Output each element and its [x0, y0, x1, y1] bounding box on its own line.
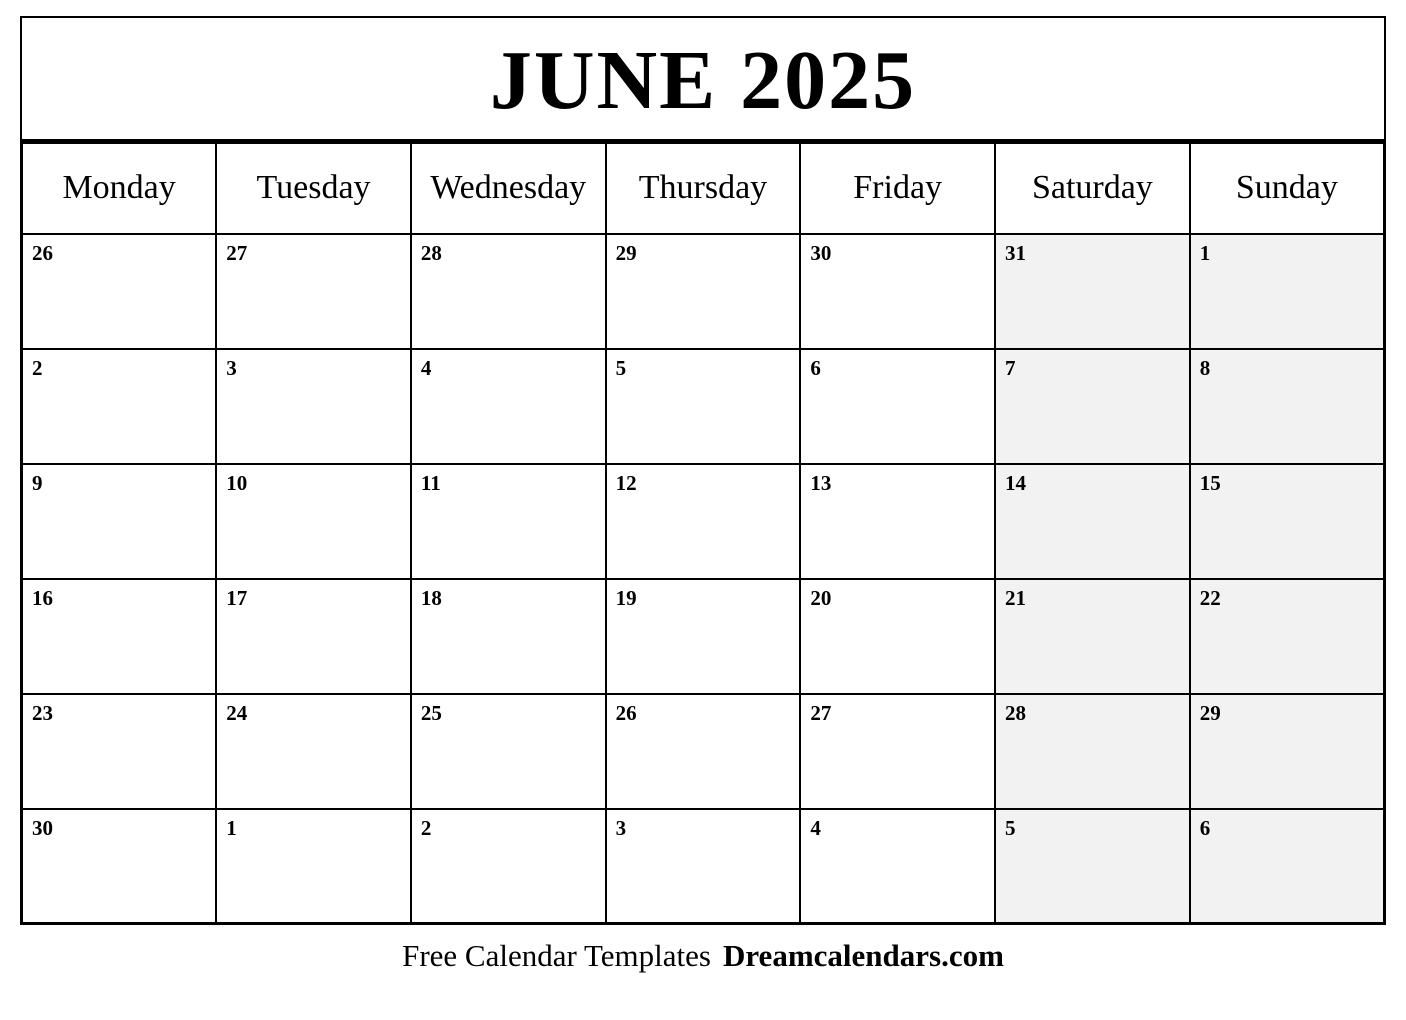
- weekday-header-monday: Monday: [22, 143, 217, 234]
- day-cell: 31: [995, 234, 1190, 349]
- weekday-header-sunday: Sunday: [1190, 143, 1385, 234]
- day-cell: 20: [800, 579, 995, 694]
- day-cell: 9: [22, 464, 217, 579]
- day-cell: 28: [995, 694, 1190, 809]
- weekday-header-friday: Friday: [800, 143, 995, 234]
- day-cell: 29: [606, 234, 801, 349]
- calendar-title: JUNE 2025: [489, 33, 917, 127]
- day-cell: 3: [216, 349, 411, 464]
- day-cell: 22: [1190, 579, 1385, 694]
- day-cell: 17: [216, 579, 411, 694]
- footer-brand: Dreamcalendars.com: [722, 938, 1004, 973]
- day-cell: 2: [411, 809, 606, 924]
- week-row-1: [22, 234, 1385, 349]
- day-cell: 18: [411, 579, 606, 694]
- weekday-header-saturday: Saturday: [995, 143, 1190, 234]
- week-row-6: [22, 809, 1385, 924]
- day-cell: 6: [800, 349, 995, 464]
- day-cell: 30: [22, 809, 217, 924]
- footer: [0, 938, 1406, 974]
- day-cell: 8: [1190, 349, 1385, 464]
- weekday-header-thursday: Thursday: [606, 143, 801, 234]
- week-row-2: [22, 349, 1385, 464]
- weekday-header-tuesday: Tuesday: [216, 143, 411, 234]
- week-row-5: [22, 694, 1385, 809]
- week-row-3: [22, 464, 1385, 579]
- day-cell: 25: [411, 694, 606, 809]
- weekday-header-wednesday: Wednesday: [411, 143, 606, 234]
- day-cell: 7: [995, 349, 1190, 464]
- day-cell: 21: [995, 579, 1190, 694]
- day-cell: 23: [22, 694, 217, 809]
- day-cell: 28: [411, 234, 606, 349]
- day-cell: 6: [1190, 809, 1385, 924]
- day-cell: 2: [22, 349, 217, 464]
- day-cell: 10: [216, 464, 411, 579]
- day-cell: 5: [995, 809, 1190, 924]
- day-cell: 27: [800, 694, 995, 809]
- day-cell: 1: [1190, 234, 1385, 349]
- footer-text: Free Calendar Templates: [402, 938, 711, 973]
- week-row-4: [22, 579, 1385, 694]
- day-cell: 13: [800, 464, 995, 579]
- day-cell: 30: [800, 234, 995, 349]
- day-cell: 5: [606, 349, 801, 464]
- day-cell: 11: [411, 464, 606, 579]
- day-cell: 14: [995, 464, 1190, 579]
- day-cell: 4: [800, 809, 995, 924]
- day-cell: 1: [216, 809, 411, 924]
- day-cell: 15: [1190, 464, 1385, 579]
- calendar-title-box: [20, 16, 1386, 141]
- day-cell: 12: [606, 464, 801, 579]
- day-cell: 27: [216, 234, 411, 349]
- day-cell: 24: [216, 694, 411, 809]
- day-cell: 19: [606, 579, 801, 694]
- day-cell: 3: [606, 809, 801, 924]
- day-cell: 26: [22, 234, 217, 349]
- day-cell: 26: [606, 694, 801, 809]
- day-cell: 29: [1190, 694, 1385, 809]
- day-cell: 16: [22, 579, 217, 694]
- calendar-grid: [20, 141, 1386, 925]
- weekday-header-row: [22, 143, 1385, 234]
- day-cell: 4: [411, 349, 606, 464]
